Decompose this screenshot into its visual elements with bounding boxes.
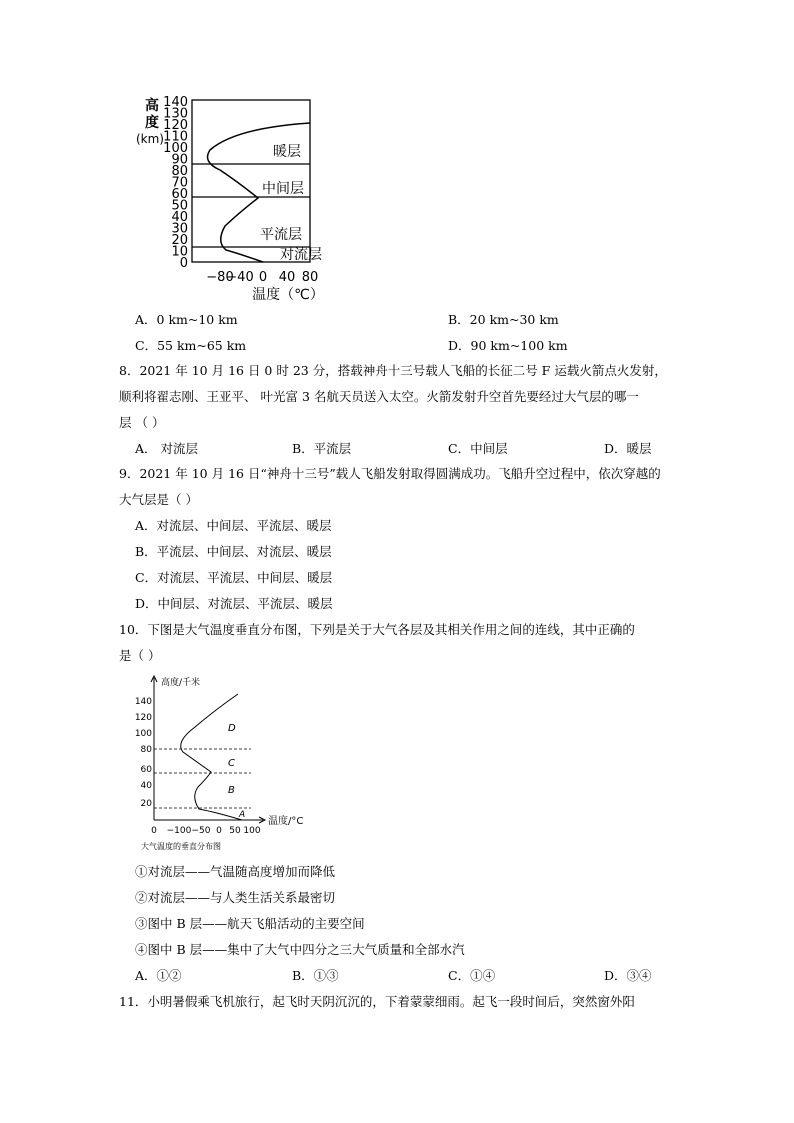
y-tick: 30 xyxy=(171,221,188,237)
q11-line1: 11．小明暑假乘飞机旅行，起飞时天阴沉沉的，下着蒙蒙细雨。起飞一段时间后，突然窗外阳 xyxy=(119,994,635,1009)
temperature-distribution-chart xyxy=(135,672,315,858)
y-tick: 80 xyxy=(140,745,152,755)
layer-meso: 中间层 xyxy=(262,181,304,197)
y-tick: 100 xyxy=(163,141,188,156)
x-tick: −100 xyxy=(166,826,192,836)
q10-line1: 10．下图是大气温度垂直分布图，下列是关于大气各层及其相关作用之间的连线，其中正确的 xyxy=(119,622,635,637)
q10-statement-4: ④图中 B 层——集中了大气中四分之三大气质量和全部水汽 xyxy=(135,942,465,957)
y-tick: 120 xyxy=(163,118,188,133)
x-tick: −40 xyxy=(226,270,254,285)
x-tick: 0 xyxy=(216,826,222,836)
q9-option-d[interactable]: D．中间层、对流层、平流层、暖层 xyxy=(135,596,333,611)
q8-line3: 层 （ ） xyxy=(119,415,165,430)
y-tick: 40 xyxy=(140,781,152,791)
atmosphere-layer-chart xyxy=(130,92,330,307)
y-ticks xyxy=(163,95,188,271)
layer-a: A xyxy=(239,810,246,820)
y-tick: 100 xyxy=(135,729,152,739)
x-tick: 100 xyxy=(243,826,261,836)
q10-line2: 是（ ） xyxy=(119,648,161,663)
q10-option-c[interactable]: C．①④ xyxy=(448,968,496,983)
temperature-curve xyxy=(181,694,242,820)
layer-c: C xyxy=(228,758,235,769)
q8-line2: 顺利将翟志刚、王亚平、 叶光富 3 名航天员送入太空。火箭发射升空首先要经过大气层的哪一 xyxy=(119,389,639,404)
q8-option-c[interactable]: C．中间层 xyxy=(448,441,508,456)
y-tick: 140 xyxy=(163,95,188,110)
q10-statement-3: ③图中 B 层——航天飞船活动的主要空间 xyxy=(135,916,365,931)
y-tick: 50 xyxy=(171,198,188,214)
q9-option-a[interactable]: A．对流层、中间层、平流层、暖层 xyxy=(135,518,332,533)
q7-option-a[interactable]: A．0 km~10 km xyxy=(135,312,238,327)
y-tick: 10 xyxy=(171,244,188,260)
figure-caption: 大气温度的垂直分布图 xyxy=(141,842,221,851)
layer-warm: 暖层 xyxy=(273,144,301,160)
layer-d: D xyxy=(228,723,236,734)
y-axis-label: 高度/千米 xyxy=(161,678,201,688)
q8-line1: 8．2021 年 10 月 16 日 0 时 23 分，搭载神舟十三号载人飞船的长征二号 F 运载火箭点火发射， xyxy=(119,363,667,378)
q7-option-d[interactable]: D．90 km~100 km xyxy=(448,338,568,353)
q9-option-b[interactable]: B．平流层、中间层、对流层、暖层 xyxy=(135,544,332,559)
x-ticks xyxy=(206,270,318,285)
y-tick: 120 xyxy=(135,713,152,723)
x-tick: 40 xyxy=(278,270,296,285)
layer-b: B xyxy=(228,785,235,796)
y-tick: 40 xyxy=(171,210,188,225)
q9-line1: 9．2021 年 10 月 16 日“神舟十三号”载人飞船发射取得圆满成功。飞船升空过程中，依次穿越的 xyxy=(119,466,661,481)
y-tick: 90 xyxy=(171,152,188,168)
y-tick: 130 xyxy=(163,106,188,122)
y-tick: 60 xyxy=(171,187,188,202)
q10-option-d[interactable]: D．③④ xyxy=(604,968,652,983)
q10-option-b[interactable]: B．①③ xyxy=(292,968,339,983)
y-tick: 20 xyxy=(140,799,152,809)
x-tick: 50 xyxy=(229,826,241,836)
y-tick: 140 xyxy=(135,697,152,707)
layer-tropo: 对流层 xyxy=(280,247,322,263)
y-tick: 0 xyxy=(179,256,188,271)
q9-line2: 大气层是（ ） xyxy=(119,492,198,507)
y-tick: 80 xyxy=(171,164,188,179)
y-label-3: (km) xyxy=(135,132,165,146)
x-tick: −80 xyxy=(206,270,234,285)
x-tick: 0 xyxy=(151,826,157,836)
q9-option-c[interactable]: C．对流层、平流层、中间层、暖层 xyxy=(135,570,333,585)
q10-option-a[interactable]: A．①② xyxy=(135,968,182,983)
y-tick: 70 xyxy=(171,175,188,191)
x-label: 温度（℃） xyxy=(252,287,324,303)
y-label-2: 度 xyxy=(145,115,159,131)
y-tick: 20 xyxy=(171,233,188,248)
q10-statement-2: ②对流层——与人类生活关系最密切 xyxy=(135,890,336,905)
x-ticks xyxy=(151,826,261,836)
y-ticks xyxy=(135,697,152,809)
q10-statement-1: ①对流层——气温随高度增加而降低 xyxy=(135,864,336,879)
q7-option-b[interactable]: B．20 km~30 km xyxy=(448,312,559,327)
y-label-1: 高 xyxy=(145,98,159,114)
y-tick: 110 xyxy=(163,129,188,145)
x-axis-label: 温度/°C xyxy=(268,816,304,827)
q8-option-a[interactable]: A． 对流层 xyxy=(135,441,199,456)
x-tick: 0 xyxy=(258,270,268,285)
y-tick: 60 xyxy=(140,765,152,775)
q8-option-b[interactable]: B．平流层 xyxy=(292,441,352,456)
x-tick: −50 xyxy=(191,826,211,836)
x-tick: 80 xyxy=(301,270,319,285)
q8-option-d[interactable]: D．暖层 xyxy=(604,441,652,456)
layer-strato: 平流层 xyxy=(260,227,302,243)
q7-option-c[interactable]: C．55 km~65 km xyxy=(135,338,247,353)
